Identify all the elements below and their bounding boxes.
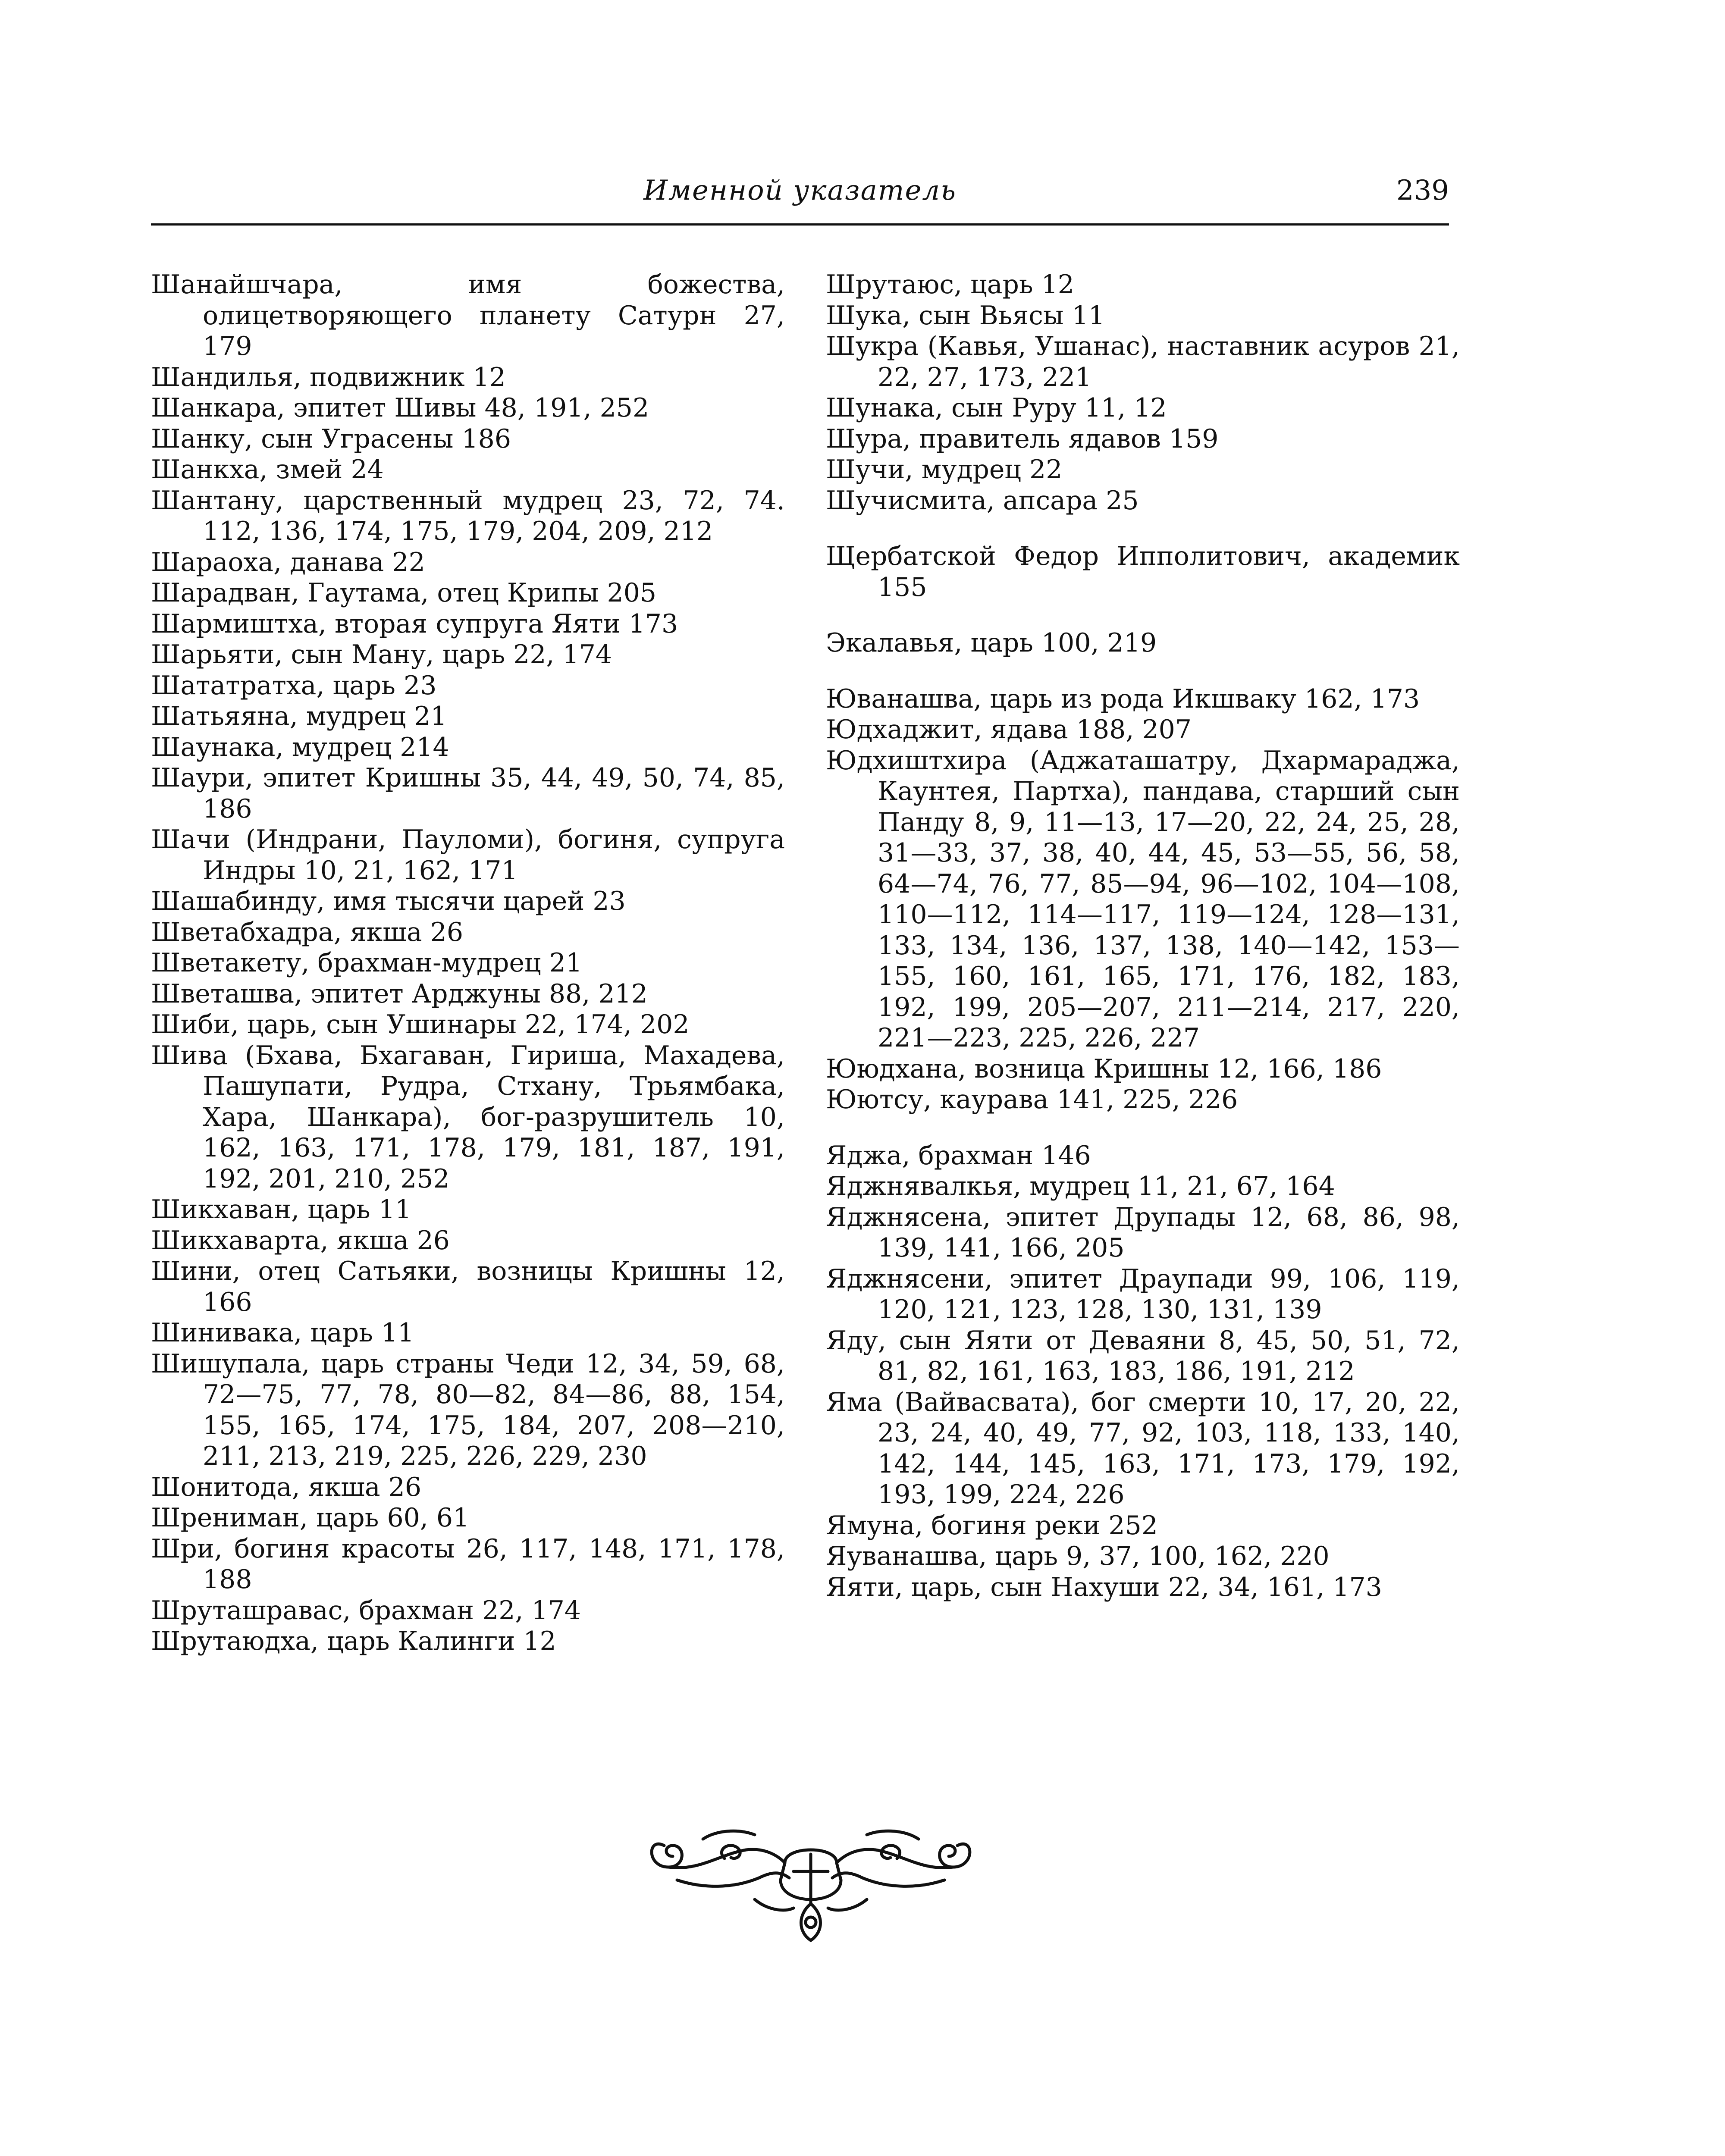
- index-entry: Шанку, сын Уграсены 186: [151, 423, 511, 454]
- index-column-left: [151, 270, 785, 1657]
- index-entry: Шучи, мудрец 22: [826, 454, 1063, 485]
- index-entry: Шанкха, змей 24: [151, 454, 384, 485]
- index-entry: Яду, сын Яяти от Деваяни 8, 45, 50, 51, 72, 81, 82, 161, 163, 183, 186, 191, 212: [826, 1325, 1460, 1386]
- index-entry: Шонитода, якша 26: [151, 1472, 422, 1502]
- index-entry: Экалавья, царь 100, 219: [826, 628, 1157, 658]
- index-entry: Яяти, царь, сын Нахуши 22, 34, 161, 173: [826, 1572, 1382, 1602]
- index-entry: Юдхаджит, ядава 188, 207: [826, 714, 1192, 745]
- index-entry: Шветабхадра, якша 26: [151, 917, 464, 947]
- index-entry: Шишупала, царь страны Чеди 12, 34, 59, 68, 72—75, 77, 78, 80—82, 84—86, 88, 154, 155, 165, 174, 175, 184, 207, 208—210, 211, 213, 219, 225, 226, 229, 230: [151, 1348, 785, 1471]
- running-title: Именной указатель: [643, 175, 957, 207]
- index-entry: Шатьяяна, мудрец 21: [151, 701, 447, 731]
- index-entry: Шура, правитель ядавов 159: [826, 423, 1219, 454]
- page-header: [151, 175, 1449, 222]
- vignette-ornament-icon: [638, 1807, 983, 1953]
- index-entry: Шри, богиня красоты 26, 117, 148, 171, 178, 188: [151, 1533, 785, 1595]
- index-entry: Шараоха, данава 22: [151, 547, 425, 577]
- index-entry: Ююдхана, возница Кришны 12, 166, 186: [826, 1053, 1382, 1084]
- index-entry: Шантану, царственный мудрец 23, 72, 74. 112, 136, 174, 175, 179, 204, 209, 212: [151, 485, 785, 546]
- index-entry: Шини, отец Сатьяки, возницы Кришны 12, 166: [151, 1256, 785, 1317]
- index-entry: Шука, сын Вьясы 11: [826, 300, 1105, 331]
- index-entry: Шукра (Кавья, Ушанас), наставник асуров 21, 22, 27, 173, 221: [826, 331, 1460, 392]
- index-entry: Шанайшчара, имя божества, олицетворяющего планету Сатурн 27, 179: [151, 270, 785, 361]
- index-entry: Шармиштха, вторая супруга Яяти 173: [151, 608, 678, 639]
- index-entry: Шиби, царь, сын Ушинары 22, 174, 202: [151, 1009, 690, 1040]
- index-entry: Шветакету, брахман-мудрец 21: [151, 948, 583, 978]
- index-entry: Шучисмита, апсара 25: [826, 485, 1139, 516]
- index-entry: Шаури, эпитет Кришны 35, 44, 49, 50, 74, 85, 186: [151, 763, 785, 824]
- index-entry: Яма (Вайвасвата), бог смерти 10, 17, 20, 22, 23, 24, 40, 49, 77, 92, 103, 118, 133, 140, 142, 144, 145, 163, 171, 173, 179, 192, 193, 199, 224, 226: [826, 1387, 1460, 1510]
- index-entry: Юютсу, каурава 141, 225, 226: [826, 1084, 1238, 1115]
- index-entry: Шачи (Индрани, Пауломи), богиня, супруга Индры 10, 21, 162, 171: [151, 824, 785, 886]
- index-entry: Шруташравас, брахман 22, 174: [151, 1595, 581, 1626]
- index-entry: Шарадван, Гаутама, отец Крипы 205: [151, 578, 657, 608]
- page-number: 239: [1396, 175, 1449, 207]
- index-entry: Шаунака, мудрец 214: [151, 732, 449, 762]
- index-entry: Шрениман, царь 60, 61: [151, 1503, 470, 1533]
- index-entry: Шива (Бхава, Бхагаван, Гириша, Махадева, Пашупати, Рудра, Стхану, Трьямбака, Хара, Шанкара), бог-разрушитель 10, 162, 163, 171, 178, 179, 181, 187, 191, 192, 201, 210, 252: [151, 1040, 785, 1194]
- index-entry: Шрутаюдха, царь Калинги 12: [151, 1626, 556, 1656]
- index-entry: Шунака, сын Руру 11, 12: [826, 393, 1167, 423]
- header-rule: [151, 223, 1449, 226]
- index-entry: Шашабинду, имя тысячи царей 23: [151, 886, 626, 916]
- index-column-right: [826, 270, 1460, 1603]
- index-entry: Шинивака, царь 11: [151, 1318, 414, 1348]
- index-entry: Шветашва, эпитет Арджуны 88, 212: [151, 978, 648, 1009]
- index-entry: Шататратха, царь 23: [151, 670, 437, 701]
- index-entry: Яджнясена, эпитет Друпады 12, 68, 86, 98, 139, 141, 166, 205: [826, 1202, 1460, 1263]
- index-entry: Юванашва, царь из рода Икшваку 162, 173: [826, 683, 1420, 714]
- index-entry: Шанкара, эпитет Шивы 48, 191, 252: [151, 393, 649, 423]
- index-entry: Шикхаван, царь 11: [151, 1194, 412, 1225]
- index-entry: Щербатской Федор Ипполитович, академик 155: [826, 541, 1460, 602]
- index-entry: Шарьяти, сын Ману, царь 22, 174: [151, 639, 612, 670]
- index-entry: Шандилья, подвижник 12: [151, 362, 506, 392]
- index-entry: Шикхаварта, якша 26: [151, 1225, 450, 1256]
- index-entry: Яджнявалкья, мудрец 11, 21, 67, 164: [826, 1171, 1335, 1201]
- index-entry: Шрутаюс, царь 12: [826, 270, 1074, 300]
- index-entry: Яджнясени, эпитет Драупади 99, 106, 119, 120, 121, 123, 128, 130, 131, 139: [826, 1263, 1460, 1325]
- index-entry: Ямуна, богиня реки 252: [826, 1510, 1158, 1541]
- index-entry: Юдхиштхира (Аджаташатру, Дхармараджа, Каунтея, Партха), пандава, старший сын Панду 8, 9, 11—13, 17—20, 22, 24, 25, 28, 31—33, 37, 38, 40, 44, 45, 53—55, 56, 58, 64—74, 76, 77, 85—94, 96—102, 104—108, 110—112, 114—117, 119—124, 128—131, 133, 134, 136, 137, 138, 140—142, 153—155, 160, 161, 165, 171, 176, 182, 183, 192, 199, 205—207, 211—214, 217, 220, 221—223, 225, 226, 227: [826, 745, 1460, 1053]
- index-entry: Яджа, брахман 146: [826, 1140, 1091, 1171]
- index-entry: Яуванашва, царь 9, 37, 100, 162, 220: [826, 1541, 1330, 1571]
